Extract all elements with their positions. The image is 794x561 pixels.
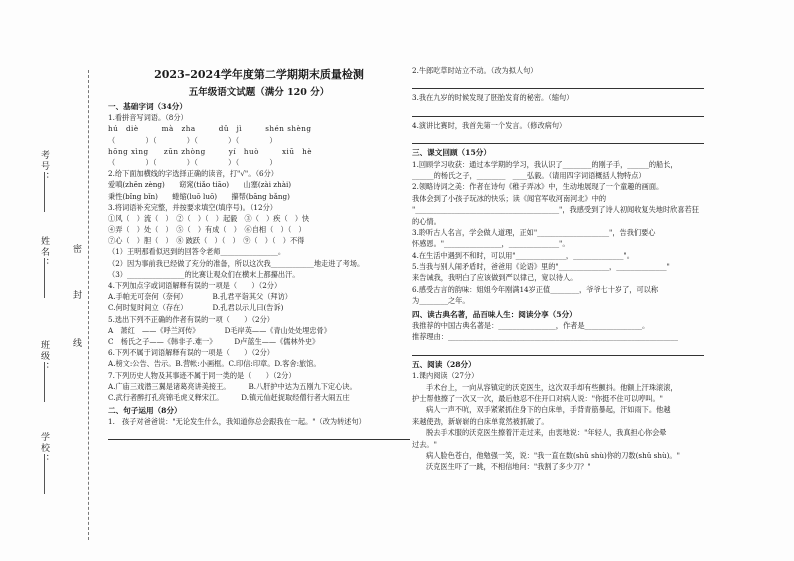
- question-line: 1.课内阅读（27分）: [412, 371, 479, 381]
- answer-line[interactable]: [412, 346, 704, 356]
- passage-line: 过去。": [412, 439, 437, 449]
- question-line: 5.选出下列不正确的作者有误的一项（ ）（2分）: [108, 314, 274, 324]
- question-line: 3.将词语补充完整，并按要求填空(填序号)。（12分）: [108, 202, 277, 212]
- section-heading: 五、阅读（28分）: [412, 359, 476, 369]
- section-heading: 二、句子运用（8分）: [108, 406, 182, 416]
- question-line: 1.回顾学习收获：通过本学期的学习，我认识了________的刚子手，______的船长，: [412, 159, 678, 169]
- exam-title: 2023–2024学年度第二学期期末质量检测: [154, 68, 364, 81]
- question-line: ①风（ ）流（ ） ②（ ）（ ）起毅 ③（ ）疾（ ）快: [108, 213, 310, 223]
- pinyin-line: hōng xìng zūn zhòng yí huò xiū hè: [108, 146, 313, 156]
- question-line: 来告诫我，我明白了应该做到严以律己，宽以待人。: [412, 273, 578, 283]
- question-line: 为________之年。: [412, 296, 470, 306]
- question-line: 秉性(bǐng bǐn) 蜷缩(luō luō) 攥帮(bāng bǎng): [108, 191, 290, 201]
- question-line: 2.领略诗词之美：作者在诗句《稚子弄冰》中，生动地展现了一个童趣的画面。: [412, 182, 664, 192]
- section-heading: 三、课文回顾（15分）: [412, 148, 491, 158]
- answer-brackets: （ ）（ ）（ ）（ ）: [108, 135, 277, 145]
- question-line: ④弄（ ）处（ ） ⑤（ ）有成（ ） ⑥自相（ ）（ ）: [108, 225, 306, 235]
- question-line: 2.牛郎吃草时站立不动。（改为拟人句）: [412, 66, 538, 75]
- question-line: 4.演讲比赛时，我首先第一个发言。（修改病句）: [412, 120, 567, 130]
- school-label: 学校：: [39, 432, 49, 465]
- exam-subtitle: 五年级语文试题（满分 120 分）: [188, 87, 330, 98]
- question-line: （3）________________的比赛让观众们在横末上都攥出汗。: [108, 269, 300, 279]
- answer-line[interactable]: [412, 134, 704, 144]
- question-line: 3.我在九岁的时候发现了胚胎发育的秘密。（缩句）: [412, 93, 574, 103]
- class-label: 班级：: [39, 340, 49, 373]
- passage-line: 沃克医生吓了一跳，不相信地问："我割了多少刀？": [426, 462, 591, 472]
- question-line: 6.下列不属于词语解释有误的一项是（ ）（2分）: [108, 348, 274, 358]
- question-line: "________________________________________"，我感受到了诗人初闻收复失地时欣喜若狂: [412, 205, 699, 215]
- exam-number-label: 考号：: [39, 150, 49, 183]
- question-line: C 杨氏之子——《韩非子.难一》 D卢蓝生——《儒林外史》: [108, 336, 320, 346]
- passage-line: 病人脸色苍白，他勉强一笑，说："我一直在数(shǔ shù)你的刀数(shǔ shù)。": [426, 450, 680, 460]
- passage-line: 来越使劲，新崭崭的白床单竟然被抓破了。: [412, 416, 549, 426]
- section-heading: 四、读古典名著，品百味人生：阅读分享（5分）: [412, 309, 577, 319]
- left-column: [108, 100, 410, 444]
- pinyin-line: hú diè mà zha dǔ jì shén shèng: [108, 124, 312, 134]
- question-line: C.何时复时间立（存在） D.孔君以示儿曰(告诉): [108, 303, 284, 313]
- question-line: 7.下列历史人物及其事迹不属于同一类的是（ ）（2分）: [108, 370, 296, 380]
- question-line: （1）王明那看似迟到的回答令老师________________。: [108, 247, 286, 257]
- exam-number-line: [44, 172, 45, 212]
- seal-char-mi: 密: [71, 244, 81, 255]
- question-line: A.榜文:公告、告示。B.营帐:小画框。C.印信:印章。D.客舍:旅馆。: [108, 359, 321, 369]
- question-line: A 萧红 ——《呼兰河传》 D毛岸英——《青山处处埋忠骨》: [108, 325, 331, 335]
- name-line: [44, 258, 45, 298]
- question-line: 4.在生活中遇到不和时，可以用"______________，______________"。: [412, 250, 634, 260]
- answer-brackets: （ ）（ ）（ ）（ ）: [108, 157, 277, 167]
- answer-line[interactable]: [108, 430, 410, 440]
- passage-line: 护士帮他擦了一次又一次，最后他忍不住开口对病人说："你挺不住可以哼叫。": [412, 393, 663, 403]
- question-line: 的心情。: [412, 216, 441, 226]
- seal-char-feng: 封: [71, 290, 81, 301]
- question-line: 我体会到了小孩子玩冰的快乐；读《闻官军收河南河北》中的: [412, 193, 607, 203]
- class-line: [44, 362, 45, 402]
- seal-char-xian: 线: [71, 338, 81, 349]
- answer-line[interactable]: [412, 107, 704, 117]
- question-line: （2）因为事前我已经做了充分的准备，所以这次我____________地走进了考场。: [108, 258, 365, 268]
- question-line: 我推荐的中国古典名著是：________________，作者是________________。: [412, 321, 650, 331]
- question-line: 怀感恩。"________________，______________"。: [412, 239, 570, 249]
- question-line: 6.感受古言的韵味：姐姐今年刚满14岁正值________，爷爷七十岁了，可以称: [412, 284, 659, 294]
- question-line: A.广庙三戏潜三翼是诸葛亮讲美接王。 B.八肝护中达为五刚九下定心诀。: [108, 381, 357, 391]
- binding-margin: [0, 0, 98, 561]
- question-line: 4.下列加点字或词语解释有误的一项是（ ）（2分）: [108, 281, 282, 290]
- question-line: 5.当我与别人闹矛盾时，爸爸用《论语》里的"______________，______________": [412, 262, 670, 272]
- question-line: C.武行者醉打孔亮锦毛虎义释宋江。 D.镇元仙赶捉取经僧行者大闹五庄: [108, 392, 350, 402]
- passage-line: 手术台上，一向从容镇定的沃克医生，这次双手却有些颤抖。他额上汗珠滚滚，: [426, 382, 678, 392]
- right-column: [412, 66, 704, 474]
- question-line: 推荐理由：________________________________________________________________: [412, 332, 678, 342]
- question-line: 2.给下面加横线的字选择正确的读音，打"√"。（6分）: [108, 169, 278, 179]
- name-label: 姓名：: [39, 236, 49, 269]
- question-line: 爱嗔(zhēn zèng) 窈窕(tiǎo tiāo) 山塞(zài zhài): [108, 180, 292, 190]
- answer-line[interactable]: [412, 79, 704, 89]
- question-line: 1.看拼音写词语。（8分）: [108, 113, 188, 123]
- passage-line: 病人一声不吭，双手紧紧抓住身下的白床单，手背青筋暴起，汗如雨下。他越: [426, 405, 671, 415]
- seal-dashed-line: [88, 70, 89, 540]
- question-line: 3.聆听古人名言，学会做人道理，正如"____________________"，告我们要心: [412, 227, 656, 237]
- question-line: A.手帕无可奈何（奈何） B.孔君平诣其父（拜访）: [108, 292, 292, 302]
- question-line: ______的杨氏之子，________ ____弘毅。（请用四字词语概括人物特点）: [412, 170, 646, 180]
- question-line: ⑦心（ ）胆（ ） ⑧ 跛跃（ ）（ ） ⑨（ ）（ ）不得: [108, 236, 305, 246]
- question-line: 1. 孩子对爸爸说："无论发生什么，我知道你总会跟我在一起。"（改为转述句）: [108, 417, 366, 427]
- school-line: [44, 454, 45, 494]
- section-heading: 一、基础字词（34分）: [108, 102, 187, 111]
- passage-line: 脱去手术服的沃克医生擦着汗走过来，由衷地说："年轻人，我真担心你会晕: [426, 428, 667, 438]
